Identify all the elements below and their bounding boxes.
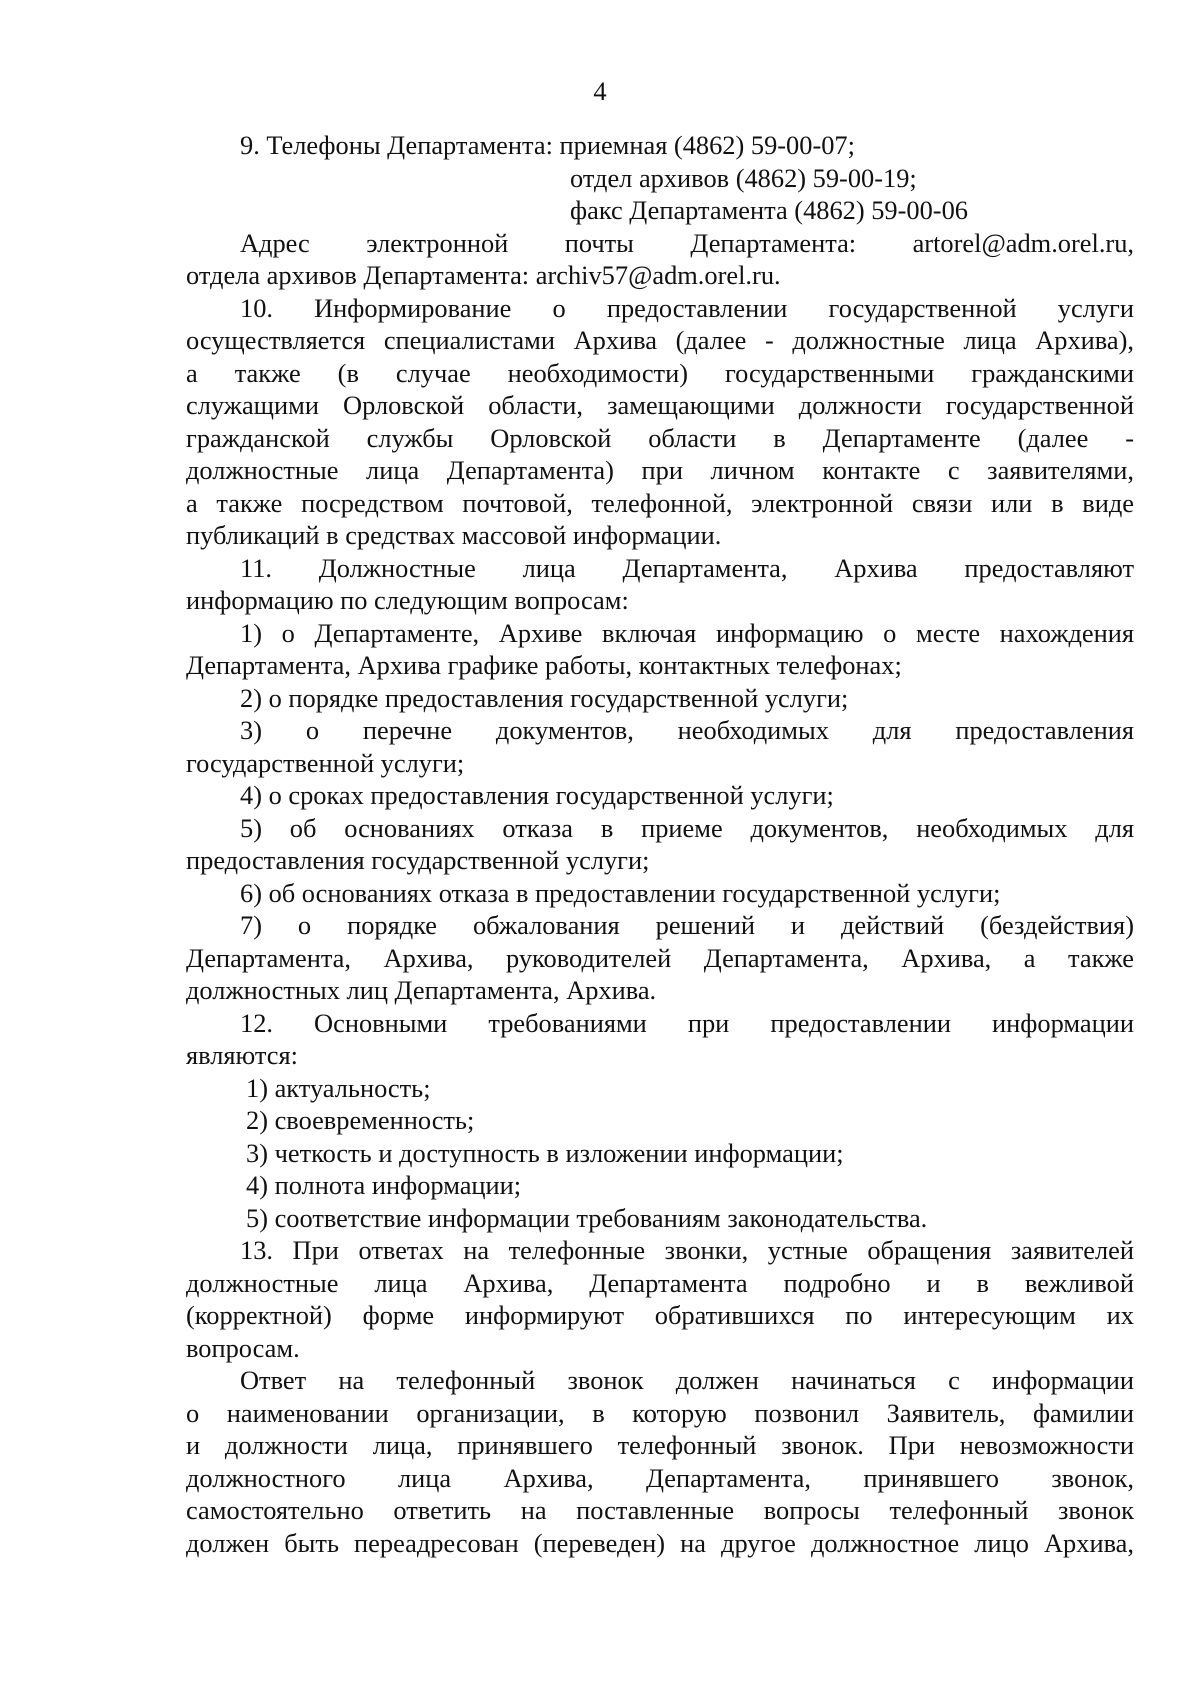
email-line-1: Адрес электронной почты Департамента: artorel@adm.orel.ru, [240,227,1134,258]
phones-line-3: факс Департамента (4862) 59-00-06 [570,195,968,225]
section-10-line: 10. Информирование о предоставлении государственной услуги [240,292,1134,323]
section-10-line: осуществляется специалистами Архива (далее - должностные лица Архива), [186,325,1134,355]
section-11-line: информацию по следующим вопросам: [186,585,629,615]
phone-answer-line: и должности лица, принявшего телефонный звонок. При невозможности [186,1430,1134,1460]
section-11-item: 6) об основаниях отказа в предоставлении государственной услуги; [240,877,1001,908]
phones-line-1: 9. Телефоны Департамента: приемная (4862) 59-00-07; [240,130,855,160]
section-10-line: служащими Орловской области, замещающими должности государственной [186,390,1134,420]
section-12-item: 2) своевременность; [246,1105,475,1135]
phones-line-2: отдел архивов (4862) 59-00-19; [570,162,917,193]
section-12-item: 5) соответствие информации требованиям законодательства. [246,1202,928,1233]
section-11-item: 7) о порядке обжалования решений и действий (бездействия) [240,910,1134,940]
section-11-item: должностных лиц Департамента, Архива. [186,975,657,1005]
phone-answer-line: о наименовании организации, в которую позвонил Заявитель, фамилии [186,1397,1134,1428]
section-10-line: а также (в случае необходимости) государственными гражданскими [186,357,1134,388]
section-12-line: являются: [186,1040,298,1070]
section-11-line: 11. Должностные лица Департамента, Архива предоставляют [240,552,1134,583]
phone-answer-line: самостоятельно ответить на поставленные вопросы телефонный звонок [186,1495,1134,1525]
section-11-item: 3) о перечне документов, необходимых для предоставления [240,715,1134,745]
section-11-item: государственной услуги; [186,747,465,778]
section-12-item: 4) полнота информации; [246,1170,522,1200]
section-11-item: предоставления государственной услуги; [186,845,650,875]
phone-answer-line: Ответ на телефонный звонок должен начинаться с информации [240,1365,1134,1395]
section-11-item: Департамента, Архива графике работы, контактных телефонах; [186,650,902,680]
section-12-line: 12. Основными требованиями при предоставлении информации [240,1007,1134,1038]
section-13-line: вопросам. [186,1332,300,1363]
page-number: 4 [593,76,607,106]
document-body [186,129,1134,1559]
section-10-line: публикаций в средствах массовой информации. [186,520,722,550]
section-10-line: должностные лица Департамента) при личном контакте с заявителями, [186,455,1134,485]
section-10-line: гражданской службы Орловской области в Департаменте (далее - [186,422,1134,453]
section-11-item: 1) о Департаменте, Архиве включая информацию о месте нахождения [240,617,1134,648]
section-12-item: 3) четкость и доступность в изложении информации; [246,1137,844,1168]
phone-answer-line: должен быть переадресован (переведен) на другое должностное лицо Архива, [186,1527,1134,1558]
section-11-item: 4) о сроках предоставления государственной услуги; [240,780,834,810]
section-11-item: 2) о порядке предоставления государственной услуги; [240,682,849,713]
section-11-item: 5) об основаниях отказа в приеме документов, необходимых для [240,812,1134,843]
section-13-line: (корректной) форме информируют обратившихся по интересующим их [186,1300,1134,1330]
email-line-2: отдела архивов Департамента: archiv57@adm.orel.ru. [186,260,781,290]
section-11-item: Департамента, Архива, руководителей Департамента, Архива, а также [186,942,1134,973]
section-10-line: а также посредством почтовой, телефонной, электронной связи или в виде [186,487,1134,518]
phone-answer-line: должностного лица Архива, Департамента, принявшего звонок, [186,1462,1134,1493]
section-13-line: должностные лица Архива, Департамента подробно и в вежливой [186,1267,1134,1298]
section-13-line: 13. При ответах на телефонные звонки, устные обращения заявителей [240,1235,1134,1265]
section-12-item: 1) актуальность; [246,1072,431,1103]
